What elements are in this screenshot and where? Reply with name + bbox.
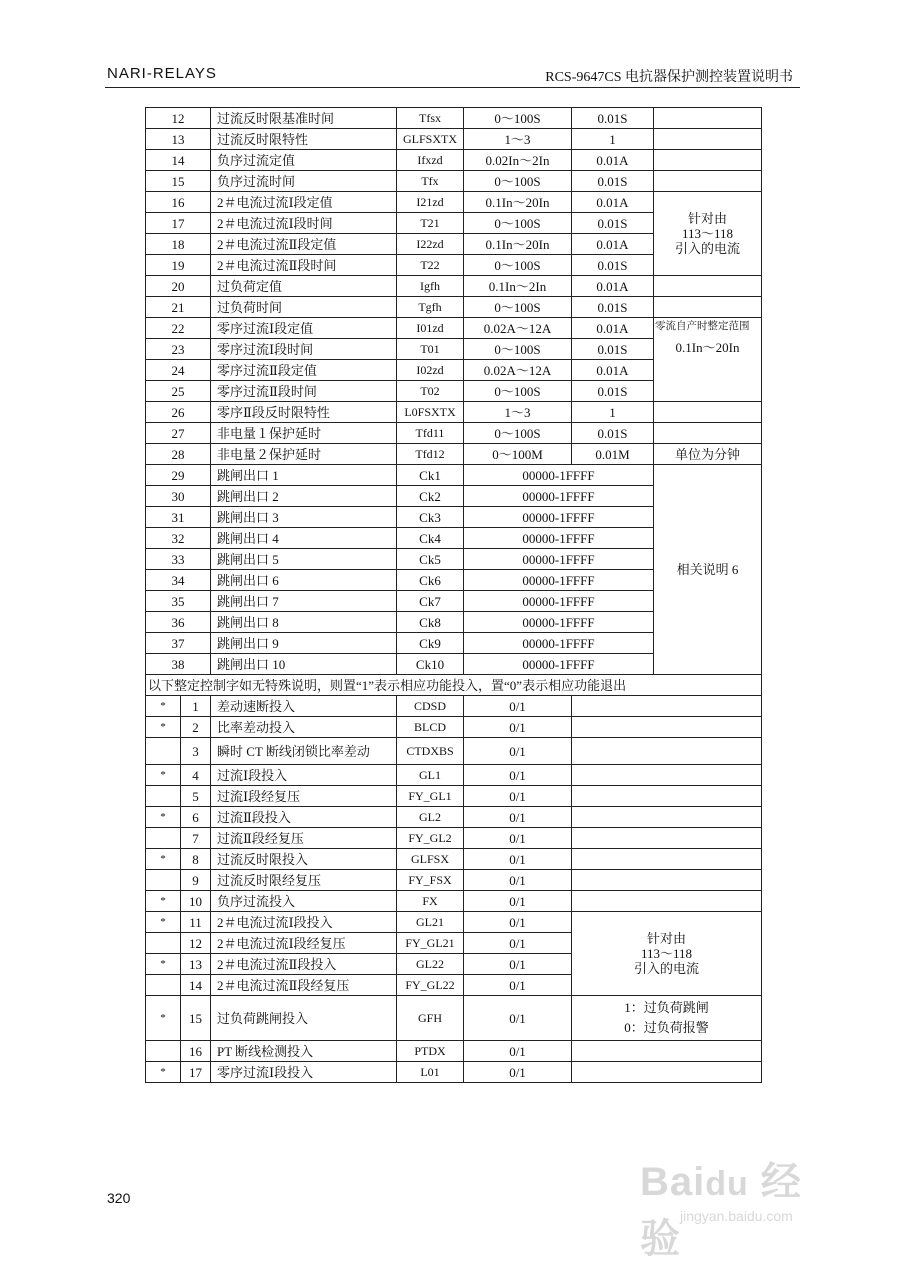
remark-cell — [654, 297, 762, 318]
setting-name: 2＃电流过流Ⅱ段定值 — [211, 234, 397, 255]
control-name: 过负荷跳闸投入 — [211, 996, 397, 1041]
setting-no: 15 — [146, 171, 211, 192]
control-no: 10 — [181, 891, 211, 912]
table-row — [146, 996, 762, 1041]
setting-step: 1 — [572, 129, 654, 150]
table-row — [146, 444, 762, 465]
trip-name: 跳闸出口 6 — [211, 570, 397, 591]
control-name: 2＃电流过流Ⅰ段投入 — [211, 912, 397, 933]
setting-step: 1 — [572, 402, 654, 423]
control-no: 7 — [181, 828, 211, 849]
table-row — [146, 696, 762, 717]
trip-code: Ck1 — [397, 465, 464, 486]
trip-code: Ck7 — [397, 591, 464, 612]
setting-no: 28 — [146, 444, 211, 465]
control-code: GL1 — [397, 765, 464, 786]
remark-overload-trip: 1：过负荷跳闸 — [624, 1000, 709, 1015]
trip-no: 32 — [146, 528, 211, 549]
setting-range: 1～3 — [464, 129, 572, 150]
setting-no: 21 — [146, 297, 211, 318]
setting-code: T01 — [397, 339, 464, 360]
trip-no: 30 — [146, 486, 211, 507]
table-row — [146, 129, 762, 150]
setting-code: Igfh — [397, 276, 464, 297]
control-mark — [146, 975, 181, 996]
control-code: L01 — [397, 1062, 464, 1083]
setting-step: 0.01A — [572, 318, 654, 339]
trip-name: 跳闸出口 3 — [211, 507, 397, 528]
setting-no: 16 — [146, 192, 211, 213]
setting-name: 非电量１保护延时 — [211, 423, 397, 444]
setting-code: I21zd — [397, 192, 464, 213]
header-title: RCS-9647CS 电抗器保护测控装置说明书 — [545, 70, 793, 85]
setting-range: 0.02In～2In — [464, 150, 572, 171]
setting-step: 0.01A — [572, 192, 654, 213]
trip-no: 36 — [146, 612, 211, 633]
control-code: FY_GL1 — [397, 786, 464, 807]
control-range: 0/1 — [464, 954, 572, 975]
setting-code: Tfd11 — [397, 423, 464, 444]
trip-range: 00000-1FFFF — [464, 507, 654, 528]
control-range: 0/1 — [464, 849, 572, 870]
trip-name: 跳闸出口 7 — [211, 591, 397, 612]
control-mark — [146, 1041, 181, 1062]
setting-range: 1～3 — [464, 402, 572, 423]
remark-current-2: 针对由 113～118 引入的电流 — [572, 912, 762, 996]
control-code: CDSD — [397, 696, 464, 717]
control-range: 0/1 — [464, 717, 572, 738]
remark-minutes: 单位为分钟 — [654, 444, 762, 465]
trip-range: 00000-1FFFF — [464, 570, 654, 591]
control-name: 过流Ⅰ段投入 — [211, 765, 397, 786]
setting-step: 0.01A — [572, 234, 654, 255]
setting-range: 0.1In～20In — [464, 192, 572, 213]
setting-name: 负序过流时间 — [211, 171, 397, 192]
control-name: 过流Ⅱ段经复压 — [211, 828, 397, 849]
watermark-logo: Baidu 经验 jingyan.baidu.com — [640, 1160, 802, 1261]
control-range: 0/1 — [464, 738, 572, 765]
control-no: 12 — [181, 933, 211, 954]
control-range: 0/1 — [464, 1062, 572, 1083]
table-row — [146, 192, 762, 213]
control-name: 比率差动投入 — [211, 717, 397, 738]
table-row — [146, 297, 762, 318]
table-row — [146, 171, 762, 192]
setting-step: 0.01S — [572, 213, 654, 234]
setting-range: 0～100S — [464, 213, 572, 234]
remark-note6: 相关说明 6 — [654, 465, 762, 675]
table-row — [146, 849, 762, 870]
control-code: GFH — [397, 996, 464, 1041]
remark-cell — [572, 786, 762, 807]
control-mark — [146, 786, 181, 807]
control-range: 0/1 — [464, 828, 572, 849]
control-name: 2＃电流过流Ⅰ段经复压 — [211, 933, 397, 954]
control-mark — [146, 870, 181, 891]
trip-code: Ck2 — [397, 486, 464, 507]
setting-step: 0.01M — [572, 444, 654, 465]
trip-no: 29 — [146, 465, 211, 486]
control-mark: * — [146, 849, 181, 870]
control-code: FY_GL2 — [397, 828, 464, 849]
setting-step: 0.01A — [572, 150, 654, 171]
setting-name: 过负荷定值 — [211, 276, 397, 297]
control-mark: * — [146, 996, 181, 1041]
setting-no: 14 — [146, 150, 211, 171]
trip-no: 34 — [146, 570, 211, 591]
control-mark — [146, 933, 181, 954]
setting-name: 2＃电流过流Ⅱ段时间 — [211, 255, 397, 276]
remark-cell — [654, 150, 762, 171]
setting-range: 0.02A～12A — [464, 318, 572, 339]
remark-cell — [572, 717, 762, 738]
control-name: 过流Ⅰ段经复压 — [211, 786, 397, 807]
setting-range: 0.1In～2In — [464, 276, 572, 297]
control-name: 过流Ⅱ段投入 — [211, 807, 397, 828]
setting-no: 13 — [146, 129, 211, 150]
trip-range: 00000-1FFFF — [464, 591, 654, 612]
remark-cell — [572, 828, 762, 849]
control-code: GL21 — [397, 912, 464, 933]
control-code: FY_FSX — [397, 870, 464, 891]
control-no: 2 — [181, 717, 211, 738]
setting-range: 0～100S — [464, 381, 572, 402]
trip-name: 跳闸出口 5 — [211, 549, 397, 570]
control-name: 零序过流Ⅰ段投入 — [211, 1062, 397, 1083]
control-no: 5 — [181, 786, 211, 807]
setting-name: 零序过流Ⅰ段时间 — [211, 339, 397, 360]
setting-step: 0.01S — [572, 297, 654, 318]
control-no: 11 — [181, 912, 211, 933]
remark-zero-seq-range: 0.1In～20In — [675, 340, 740, 355]
remark-cell — [572, 1062, 762, 1083]
setting-no: 25 — [146, 381, 211, 402]
control-range: 0/1 — [464, 696, 572, 717]
trip-range: 00000-1FFFF — [464, 612, 654, 633]
table-row — [146, 108, 762, 129]
control-range: 0/1 — [464, 933, 572, 954]
setting-code: Tgfh — [397, 297, 464, 318]
table-row — [146, 1041, 762, 1062]
table-row — [146, 1062, 762, 1083]
table-row — [146, 912, 762, 933]
remark-overload — [572, 996, 762, 1041]
setting-no: 19 — [146, 255, 211, 276]
trip-no: 37 — [146, 633, 211, 654]
table-row — [146, 150, 762, 171]
control-code: FX — [397, 891, 464, 912]
control-range: 0/1 — [464, 870, 572, 891]
trip-no: 38 — [146, 654, 211, 675]
trip-code: Ck9 — [397, 633, 464, 654]
control-intro: 以下整定控制字如无特殊说明，则置“1”表示相应功能投入，置“0”表示相应功能退出 — [146, 675, 762, 696]
remark-cell — [572, 696, 762, 717]
trip-range: 00000-1FFFF — [464, 528, 654, 549]
setting-range: 0.02A～12A — [464, 360, 572, 381]
trip-range: 00000-1FFFF — [464, 465, 654, 486]
table-row — [146, 891, 762, 912]
setting-range: 0～100S — [464, 423, 572, 444]
setting-name: 零序过流Ⅰ段定值 — [211, 318, 397, 339]
setting-code: Tfx — [397, 171, 464, 192]
setting-step: 0.01A — [572, 276, 654, 297]
control-no: 3 — [181, 738, 211, 765]
control-range: 0/1 — [464, 912, 572, 933]
control-mark: * — [146, 954, 181, 975]
remark-cell — [572, 870, 762, 891]
control-no: 13 — [181, 954, 211, 975]
table-row — [146, 738, 762, 765]
control-mark: * — [146, 1062, 181, 1083]
table-row — [146, 675, 762, 696]
trip-code: Ck8 — [397, 612, 464, 633]
remark-cell — [572, 891, 762, 912]
setting-code: I01zd — [397, 318, 464, 339]
control-code: FY_GL22 — [397, 975, 464, 996]
control-name: 2＃电流过流Ⅱ段经复压 — [211, 975, 397, 996]
table-row — [146, 765, 762, 786]
setting-code: T21 — [397, 213, 464, 234]
setting-name: 零序过流Ⅱ段定值 — [211, 360, 397, 381]
setting-step: 0.01S — [572, 381, 654, 402]
control-range: 0/1 — [464, 996, 572, 1041]
setting-code: Tfd12 — [397, 444, 464, 465]
setting-name: 零序过流Ⅱ段时间 — [211, 381, 397, 402]
remark-zero-seq — [654, 318, 762, 402]
setting-step: 0.01S — [572, 171, 654, 192]
control-mark — [146, 828, 181, 849]
trip-code: Ck6 — [397, 570, 464, 591]
table-row — [146, 717, 762, 738]
setting-code: T22 — [397, 255, 464, 276]
trip-code: Ck4 — [397, 528, 464, 549]
remark-cell — [572, 1041, 762, 1062]
remark-overload-alarm: 0：过负荷报警 — [624, 1020, 709, 1035]
setting-name: 过流反时限基准时间 — [211, 108, 397, 129]
setting-range: 0～100M — [464, 444, 572, 465]
trip-no: 33 — [146, 549, 211, 570]
setting-no: 23 — [146, 339, 211, 360]
table-row — [146, 828, 762, 849]
control-no: 4 — [181, 765, 211, 786]
control-no: 9 — [181, 870, 211, 891]
control-name: 瞬时 CT 断线闭锁比率差动 — [211, 738, 397, 765]
control-code: FY_GL21 — [397, 933, 464, 954]
header-brand: NARI-RELAYS — [107, 65, 217, 82]
remark-cell — [654, 423, 762, 444]
setting-no: 20 — [146, 276, 211, 297]
header-rule — [105, 87, 800, 88]
control-name: 过流反时限投入 — [211, 849, 397, 870]
setting-name: 过流反时限特性 — [211, 129, 397, 150]
control-name: 差动速断投入 — [211, 696, 397, 717]
setting-range: 0～100S — [464, 108, 572, 129]
remark-cell — [654, 171, 762, 192]
table-row — [146, 807, 762, 828]
setting-name: 非电量２保护延时 — [211, 444, 397, 465]
control-no: 6 — [181, 807, 211, 828]
setting-code: Tfsx — [397, 108, 464, 129]
setting-range: 0～100S — [464, 339, 572, 360]
remark-cell — [572, 738, 762, 765]
table-row — [146, 870, 762, 891]
table-row — [146, 402, 762, 423]
table-row — [146, 318, 762, 339]
setting-code: GLFSXTX — [397, 129, 464, 150]
table-row — [146, 423, 762, 444]
setting-no: 24 — [146, 360, 211, 381]
control-mark: * — [146, 765, 181, 786]
setting-step: 0.01S — [572, 423, 654, 444]
trip-code: Ck3 — [397, 507, 464, 528]
remark-current_113_118: 针对由 113～118 引入的电流 — [654, 192, 762, 276]
remark-cell — [572, 807, 762, 828]
control-range: 0/1 — [464, 1041, 572, 1062]
remark-cell — [572, 765, 762, 786]
trip-name: 跳闸出口 2 — [211, 486, 397, 507]
control-range: 0/1 — [464, 807, 572, 828]
setting-code: L0FSXTX — [397, 402, 464, 423]
control-code: GL2 — [397, 807, 464, 828]
control-no: 15 — [181, 996, 211, 1041]
setting-name: 2＃电流过流Ⅰ段时间 — [211, 213, 397, 234]
control-range: 0/1 — [464, 975, 572, 996]
control-no: 14 — [181, 975, 211, 996]
control-mark: * — [146, 912, 181, 933]
trip-name: 跳闸出口 10 — [211, 654, 397, 675]
settings-table — [145, 107, 762, 1083]
control-no: 8 — [181, 849, 211, 870]
control-range: 0/1 — [464, 891, 572, 912]
control-code: PTDX — [397, 1041, 464, 1062]
remark-cell — [654, 108, 762, 129]
control-code: GLFSX — [397, 849, 464, 870]
control-code: GL22 — [397, 954, 464, 975]
setting-step: 0.01A — [572, 360, 654, 381]
control-mark: * — [146, 807, 181, 828]
remark-cell — [654, 129, 762, 150]
setting-range: 0～100S — [464, 171, 572, 192]
setting-range: 0～100S — [464, 297, 572, 318]
setting-code: I22zd — [397, 234, 464, 255]
setting-no: 26 — [146, 402, 211, 423]
setting-range: 0.1In～20In — [464, 234, 572, 255]
setting-no: 17 — [146, 213, 211, 234]
setting-code: Ifxzd — [397, 150, 464, 171]
remark-cell — [654, 402, 762, 423]
control-name: 过流反时限经复压 — [211, 870, 397, 891]
setting-step: 0.01S — [572, 255, 654, 276]
trip-range: 00000-1FFFF — [464, 549, 654, 570]
control-mark: * — [146, 696, 181, 717]
trip-name: 跳闸出口 1 — [211, 465, 397, 486]
setting-name: 零序Ⅱ段反时限特性 — [211, 402, 397, 423]
trip-range: 00000-1FFFF — [464, 633, 654, 654]
control-no: 1 — [181, 696, 211, 717]
table-row — [146, 465, 762, 486]
trip-range: 00000-1FFFF — [464, 654, 654, 675]
control-no: 16 — [181, 1041, 211, 1062]
control-mark: * — [146, 717, 181, 738]
control-mark — [146, 738, 181, 765]
setting-range: 0～100S — [464, 255, 572, 276]
trip-name: 跳闸出口 4 — [211, 528, 397, 549]
trip-no: 35 — [146, 591, 211, 612]
trip-name: 跳闸出口 8 — [211, 612, 397, 633]
setting-name: 负序过流定值 — [211, 150, 397, 171]
setting-name: 过负荷时间 — [211, 297, 397, 318]
setting-no: 12 — [146, 108, 211, 129]
control-no: 17 — [181, 1062, 211, 1083]
setting-step: 0.01S — [572, 108, 654, 129]
control-mark: * — [146, 891, 181, 912]
trip-name: 跳闸出口 9 — [211, 633, 397, 654]
remark-cell — [654, 276, 762, 297]
control-name: 2＃电流过流Ⅱ段投入 — [211, 954, 397, 975]
setting-no: 27 — [146, 423, 211, 444]
setting-code: T02 — [397, 381, 464, 402]
setting-code: I02zd — [397, 360, 464, 381]
table-row — [146, 276, 762, 297]
setting-name: 2＃电流过流Ⅰ段定值 — [211, 192, 397, 213]
control-name: PT 断线检测投入 — [211, 1041, 397, 1062]
remark-cell — [572, 849, 762, 870]
control-code: BLCD — [397, 717, 464, 738]
table-row — [146, 786, 762, 807]
remark-zero-seq-label: 零流自产时整定范围 — [655, 321, 750, 332]
page-number: 320 — [107, 1190, 131, 1206]
control-name: 负序过流投入 — [211, 891, 397, 912]
setting-no: 18 — [146, 234, 211, 255]
trip-code: Ck10 — [397, 654, 464, 675]
control-range: 0/1 — [464, 786, 572, 807]
trip-code: Ck5 — [397, 549, 464, 570]
setting-no: 22 — [146, 318, 211, 339]
setting-step: 0.01S — [572, 339, 654, 360]
control-code: CTDXBS — [397, 738, 464, 765]
trip-no: 31 — [146, 507, 211, 528]
control-range: 0/1 — [464, 765, 572, 786]
trip-range: 00000-1FFFF — [464, 486, 654, 507]
